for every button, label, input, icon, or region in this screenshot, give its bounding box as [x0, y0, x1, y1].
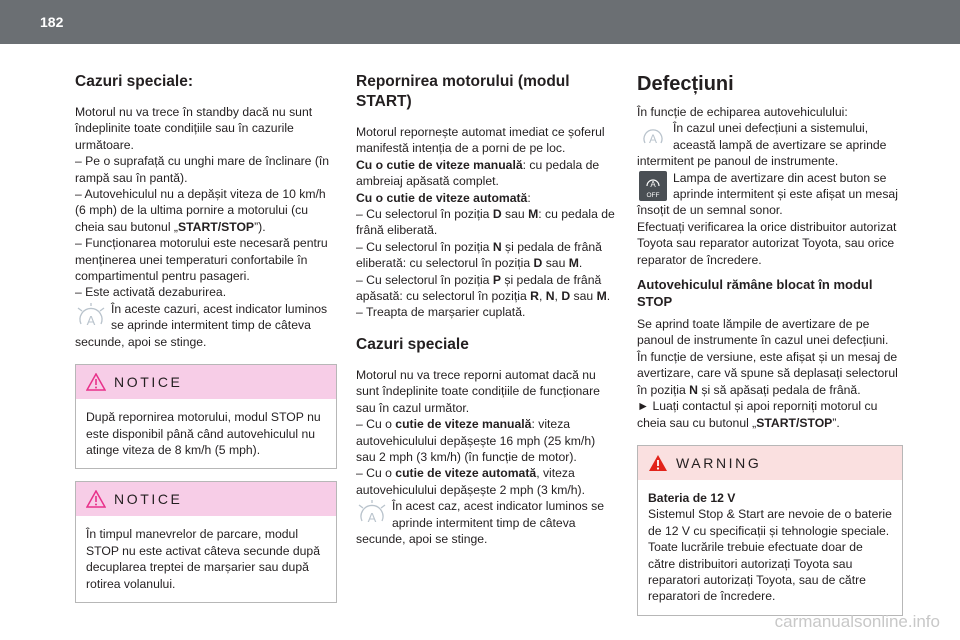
column-left [75, 72, 337, 603]
notice-triangle-icon [86, 490, 106, 508]
watermark: carmanualsonline.info [774, 612, 940, 631]
auto-stop-indicator-icon [75, 302, 107, 332]
paragraph-intro: În funcție de echiparea autovehiculului: [637, 105, 848, 119]
auto-stop-indicator-icon [356, 499, 388, 529]
auto-gearbox-label: Cu o cutie de viteze automată: [356, 190, 531, 205]
section-heading-faults: Defecțiuni [637, 73, 734, 95]
paragraph-intro: Motorul nu va trece în standby dacă nu sunt îndeplinite toate condițiile sau în cazurile următoare. [75, 105, 313, 152]
warning-body [638, 480, 902, 615]
svg-text:A: A [650, 179, 656, 189]
notice-box-2 [75, 481, 337, 603]
warning-text: Sistemul Stop & Start are nevoie de o baterie de 12 V cu specificații și tehnologie speciale. Toate lucrările trebuie efectuate doar de către distribuitori autorizați Toyota sau reparatori autorizați Toyota, sau de către reparatori de încredere. [648, 507, 892, 604]
paragraph: ► Luați contactul și apoi reporniți motorul cu cheia sau cu butonul „START/STOP”. [637, 399, 878, 430]
section-heading-special-cases-2: Cazuri speciale [356, 335, 469, 353]
indicator-paragraph: A În acest caz, acest indicator luminos se aprinde intermitent timp de câteva secunde, apoi se stinge. [356, 499, 605, 546]
list-item: – Cu selectorul în poziția D sau M: cu pedala de frână eliberată. [356, 207, 615, 238]
notice-header [76, 482, 336, 516]
svg-text:A: A [648, 132, 658, 147]
list-item: – Autovehiculul nu a depășit viteza de 10 km/h (6 mph) de la ultima pornire a motorului (cu cheia sau butonul „START/STOP”). [75, 187, 326, 234]
column-middle [356, 72, 618, 547]
list-item: – Funcționarea motorului este necesară pentru menținerea unei temperaturi confortabile în compartimentul pentru pasageri. [75, 236, 328, 284]
subheading-stuck-in-stop: Autovehiculul rămâne blocat în modul STOP [637, 277, 873, 310]
list-item: – Pe o suprafață cu unghi mare de înclinare (în rampă sau în pantă). [75, 154, 330, 185]
lamp1-paragraph: A În cazul unei defecțiuni a sistemului, această lampă de avertizare se aprinde intermitent pe panoul de instrumente. [637, 121, 887, 169]
warning-bold-title: Bateria de 12 V [648, 490, 736, 505]
warning-title: WARNING [676, 454, 762, 471]
list-item: – Cu selectorul în poziția P și pedala de frână apăsată: cu selectorul în poziția R, N, D sau M. [356, 272, 611, 304]
svg-text:A: A [367, 510, 377, 526]
lamp2-paragraph: A OFF Lampa de avertizare din acest buton se aprinde intermitent și este afișat un mesaj însoțit de un semnal sonor. [637, 170, 898, 218]
notice-header [76, 365, 336, 399]
svg-text:A: A [86, 312, 96, 328]
list-item: – Este activată dezaburirea. [75, 285, 227, 300]
notice-text: După repornirea motorului, modul STOP nu este disponibil până când autovehiculul nu atinge viteza de 8 km/h (5 mph). [86, 410, 321, 457]
svg-text:OFF: OFF [646, 191, 660, 199]
manual-gearbox-paragraph: Cu o cutie de viteze manuală: cu pedala de ambreiaj apăsată complet. [356, 157, 600, 189]
section-heading-restart: Repornirea motorului (modul START) [356, 73, 570, 110]
page-header-bar [0, 0, 960, 44]
list-item: – Cu o cutie de viteze manuală: viteza autovehiculului depășește 16 mph (25 km/h) sau 2 mph (3 km/h) (în funcție de motor). [356, 417, 596, 464]
warning-box [637, 445, 903, 616]
check-paragraph: Efectuați verificarea la orice distribuitor autorizat Toyota sau reparator autorizat Toyota, sau orice reparator de încredere. [637, 219, 897, 267]
warning-triangle-icon [648, 454, 668, 472]
stop-start-warning-lamp-icon [637, 121, 669, 151]
list-item: – Cu selectorul în poziția N și pedala de frână eliberată: cu selectorul în poziția D sau M. [356, 239, 602, 271]
stop-start-off-button-icon [637, 171, 669, 201]
paragraph-intro: Motorul nu va trece reporni automat dacă nu sunt îndeplinite toate condițiile de funcționare sau în cazul următor. [356, 367, 600, 415]
notice-title: NOTICE [114, 373, 183, 390]
paragraph-intro: Motorul repornește automat imediat ce șoferul manifestă intenția de a porni de pe loc. [356, 125, 605, 156]
column-right [637, 72, 903, 616]
paragraph: Se aprind toate lămpile de avertizare de pe panoul de instrumente în cazul unei defecțiuni. [637, 317, 889, 348]
list-item: – Treapta de marșarier cuplată. [356, 305, 526, 320]
notice-box-1 [75, 364, 337, 469]
paragraph: În funcție de versiune, este afișat și un mesaj de avertizare, care vă spune să deplasați selectorul în poziția N și să apăsați pedala de frână. [637, 349, 898, 397]
page-number: 182 [40, 14, 64, 30]
notice-text: În timpul manevrelor de parcare, modul STOP nu este activat câteva secunde după decuplarea treptei de marșarier sau după rotirea volanului. [86, 527, 320, 591]
section-heading-special-cases: Cazuri speciale: [75, 73, 194, 90]
notice-triangle-icon [86, 373, 106, 391]
list-item: – Cu o cutie de viteze automată, viteza autovehiculului depășește 2 mph (3 km/h). [356, 466, 585, 497]
notice-title: NOTICE [114, 491, 183, 508]
warning-header [638, 446, 902, 480]
indicator-paragraph: A În aceste cazuri, acest indicator luminos se aprinde intermitent timp de câteva secunde, apoi se stinge. [75, 301, 328, 349]
